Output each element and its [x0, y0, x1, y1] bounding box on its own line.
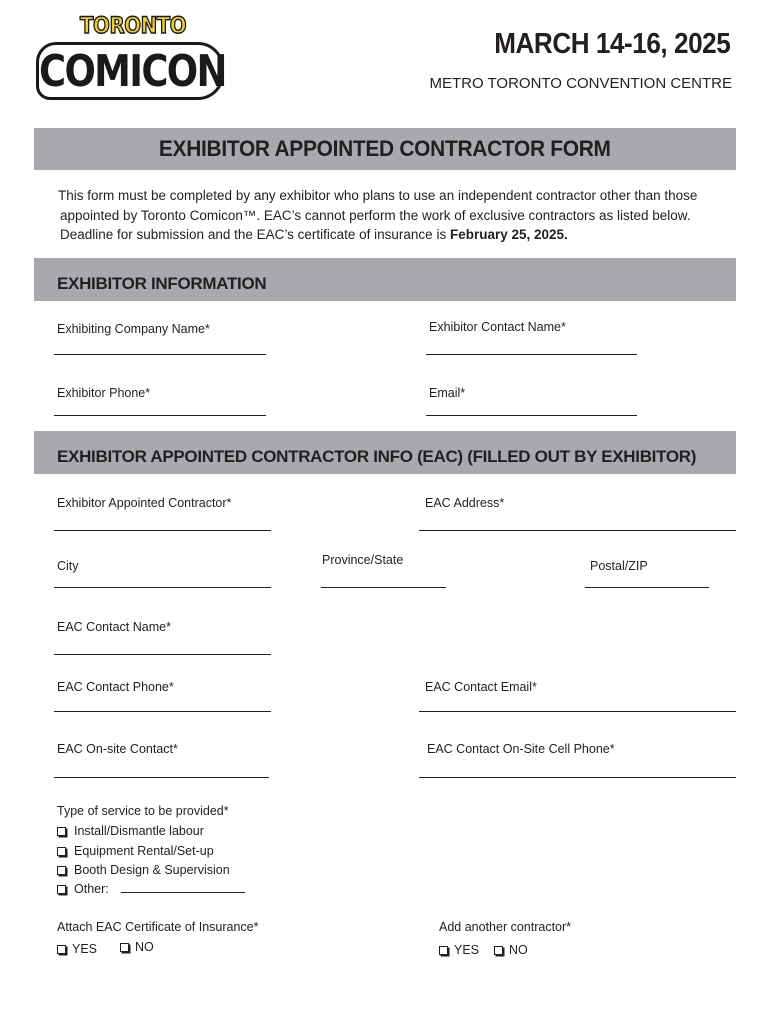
- logo-top-text: TORONTO: [80, 14, 187, 39]
- form-title: EXHIBITOR APPOINTED CONTRACTOR FORM: [159, 136, 611, 161]
- intro-line-3: [58, 225, 748, 245]
- another-yes-option[interactable]: [439, 943, 479, 957]
- contact-name-field[interactable]: [426, 354, 637, 355]
- checkbox-icon[interactable]: [120, 943, 129, 952]
- certificate-no-option[interactable]: [120, 940, 154, 954]
- option-label: Install/Dismantle labour: [74, 824, 204, 838]
- service-option-rental[interactable]: [57, 844, 214, 858]
- city-label: City: [57, 559, 79, 573]
- intro-line-1: This form must be completed by any exhibitor who plans to use an independent contractor other than those: [58, 188, 698, 203]
- certificate-yes-option[interactable]: [57, 942, 97, 956]
- eac-contact-email-label: EAC Contact Email*: [425, 680, 537, 694]
- email-label: Email*: [429, 386, 466, 400]
- eac-address-field[interactable]: [419, 530, 736, 531]
- form-title-banner: [34, 128, 736, 170]
- onsite-cell-label: EAC Contact On-Site Cell Phone*: [427, 742, 615, 756]
- email-field[interactable]: [426, 415, 637, 416]
- contact-name-label: Exhibitor Contact Name*: [429, 320, 566, 334]
- checkbox-icon[interactable]: [57, 847, 66, 856]
- no-label: NO: [135, 940, 154, 954]
- service-type-label: Type of service to be provided*: [57, 804, 229, 818]
- checkbox-icon[interactable]: [57, 885, 66, 894]
- contractor-label: Exhibitor Appointed Contractor*: [57, 496, 232, 510]
- service-option-install[interactable]: [57, 824, 204, 838]
- other-service-field[interactable]: [121, 892, 245, 893]
- onsite-contact-field[interactable]: [54, 777, 269, 778]
- company-name-field[interactable]: [54, 354, 266, 355]
- another-no-option[interactable]: [494, 943, 528, 957]
- service-option-design[interactable]: [57, 863, 230, 877]
- section-title: EXHIBITOR INFORMATION: [57, 274, 267, 293]
- eac-contact-phone-label: EAC Contact Phone*: [57, 680, 174, 694]
- no-label: NO: [509, 943, 528, 957]
- province-field[interactable]: [321, 587, 446, 588]
- checkbox-icon[interactable]: [57, 827, 66, 836]
- option-label: Equipment Rental/Set-up: [74, 844, 214, 858]
- option-label: Other:: [74, 882, 109, 896]
- eac-contact-name-label: EAC Contact Name*: [57, 620, 171, 634]
- logo-main-text: COMICON: [39, 46, 226, 97]
- intro-line-2: appointed by Toronto Comicon™. EAC’s cannot perform the work of exclusive contractors as listed below.: [60, 207, 691, 223]
- checkbox-icon[interactable]: [57, 866, 66, 875]
- eac-contact-phone-field[interactable]: [54, 711, 271, 712]
- eac-address-label: EAC Address*: [425, 496, 505, 510]
- logo-badge: [36, 42, 224, 100]
- exhibitor-phone-field[interactable]: [54, 415, 266, 416]
- section-exhibitor-info-header: [34, 258, 736, 301]
- eac-contact-email-field[interactable]: [419, 711, 736, 712]
- onsite-contact-label: EAC On-site Contact*: [57, 742, 178, 756]
- certificate-label: Attach EAC Certificate of Insurance*: [57, 920, 259, 934]
- event-venue: METRO TORONTO CONVENTION CENTRE: [429, 75, 732, 92]
- option-label: Booth Design & Supervision: [74, 863, 230, 877]
- postal-label: Postal/ZIP: [590, 559, 648, 573]
- postal-field[interactable]: [585, 587, 709, 588]
- intro-deadline-date: February 25, 2025.: [449, 227, 568, 242]
- exhibitor-phone-label: Exhibitor Phone*: [57, 386, 151, 400]
- contractor-field[interactable]: [54, 530, 271, 531]
- province-label: Province/State: [322, 553, 404, 567]
- intro-paragraph: [58, 186, 748, 245]
- yes-label: YES: [454, 943, 480, 957]
- checkbox-icon[interactable]: [57, 945, 66, 954]
- checkbox-icon[interactable]: [494, 946, 503, 955]
- toronto-comicon-logo: [34, 14, 226, 102]
- section-title: EXHIBITOR APPOINTED CONTRACTOR INFO (EAC) (FILLED OUT BY EXHIBITOR): [57, 447, 697, 466]
- checkbox-icon[interactable]: [439, 946, 448, 955]
- onsite-cell-field[interactable]: [419, 777, 736, 778]
- eac-contact-name-field[interactable]: [54, 654, 271, 655]
- service-option-other[interactable]: [57, 882, 245, 896]
- company-name-label: Exhibiting Company Name*: [57, 322, 210, 336]
- city-field[interactable]: [54, 587, 271, 588]
- intro-deadline-text: Deadline for submission and the EAC’s certificate of insurance is: [60, 227, 450, 242]
- section-eac-info-header: [34, 431, 736, 474]
- yes-label: YES: [72, 942, 98, 956]
- event-date: MARCH 14-16, 2025: [493, 28, 730, 60]
- another-contractor-label: Add another contractor*: [439, 920, 572, 934]
